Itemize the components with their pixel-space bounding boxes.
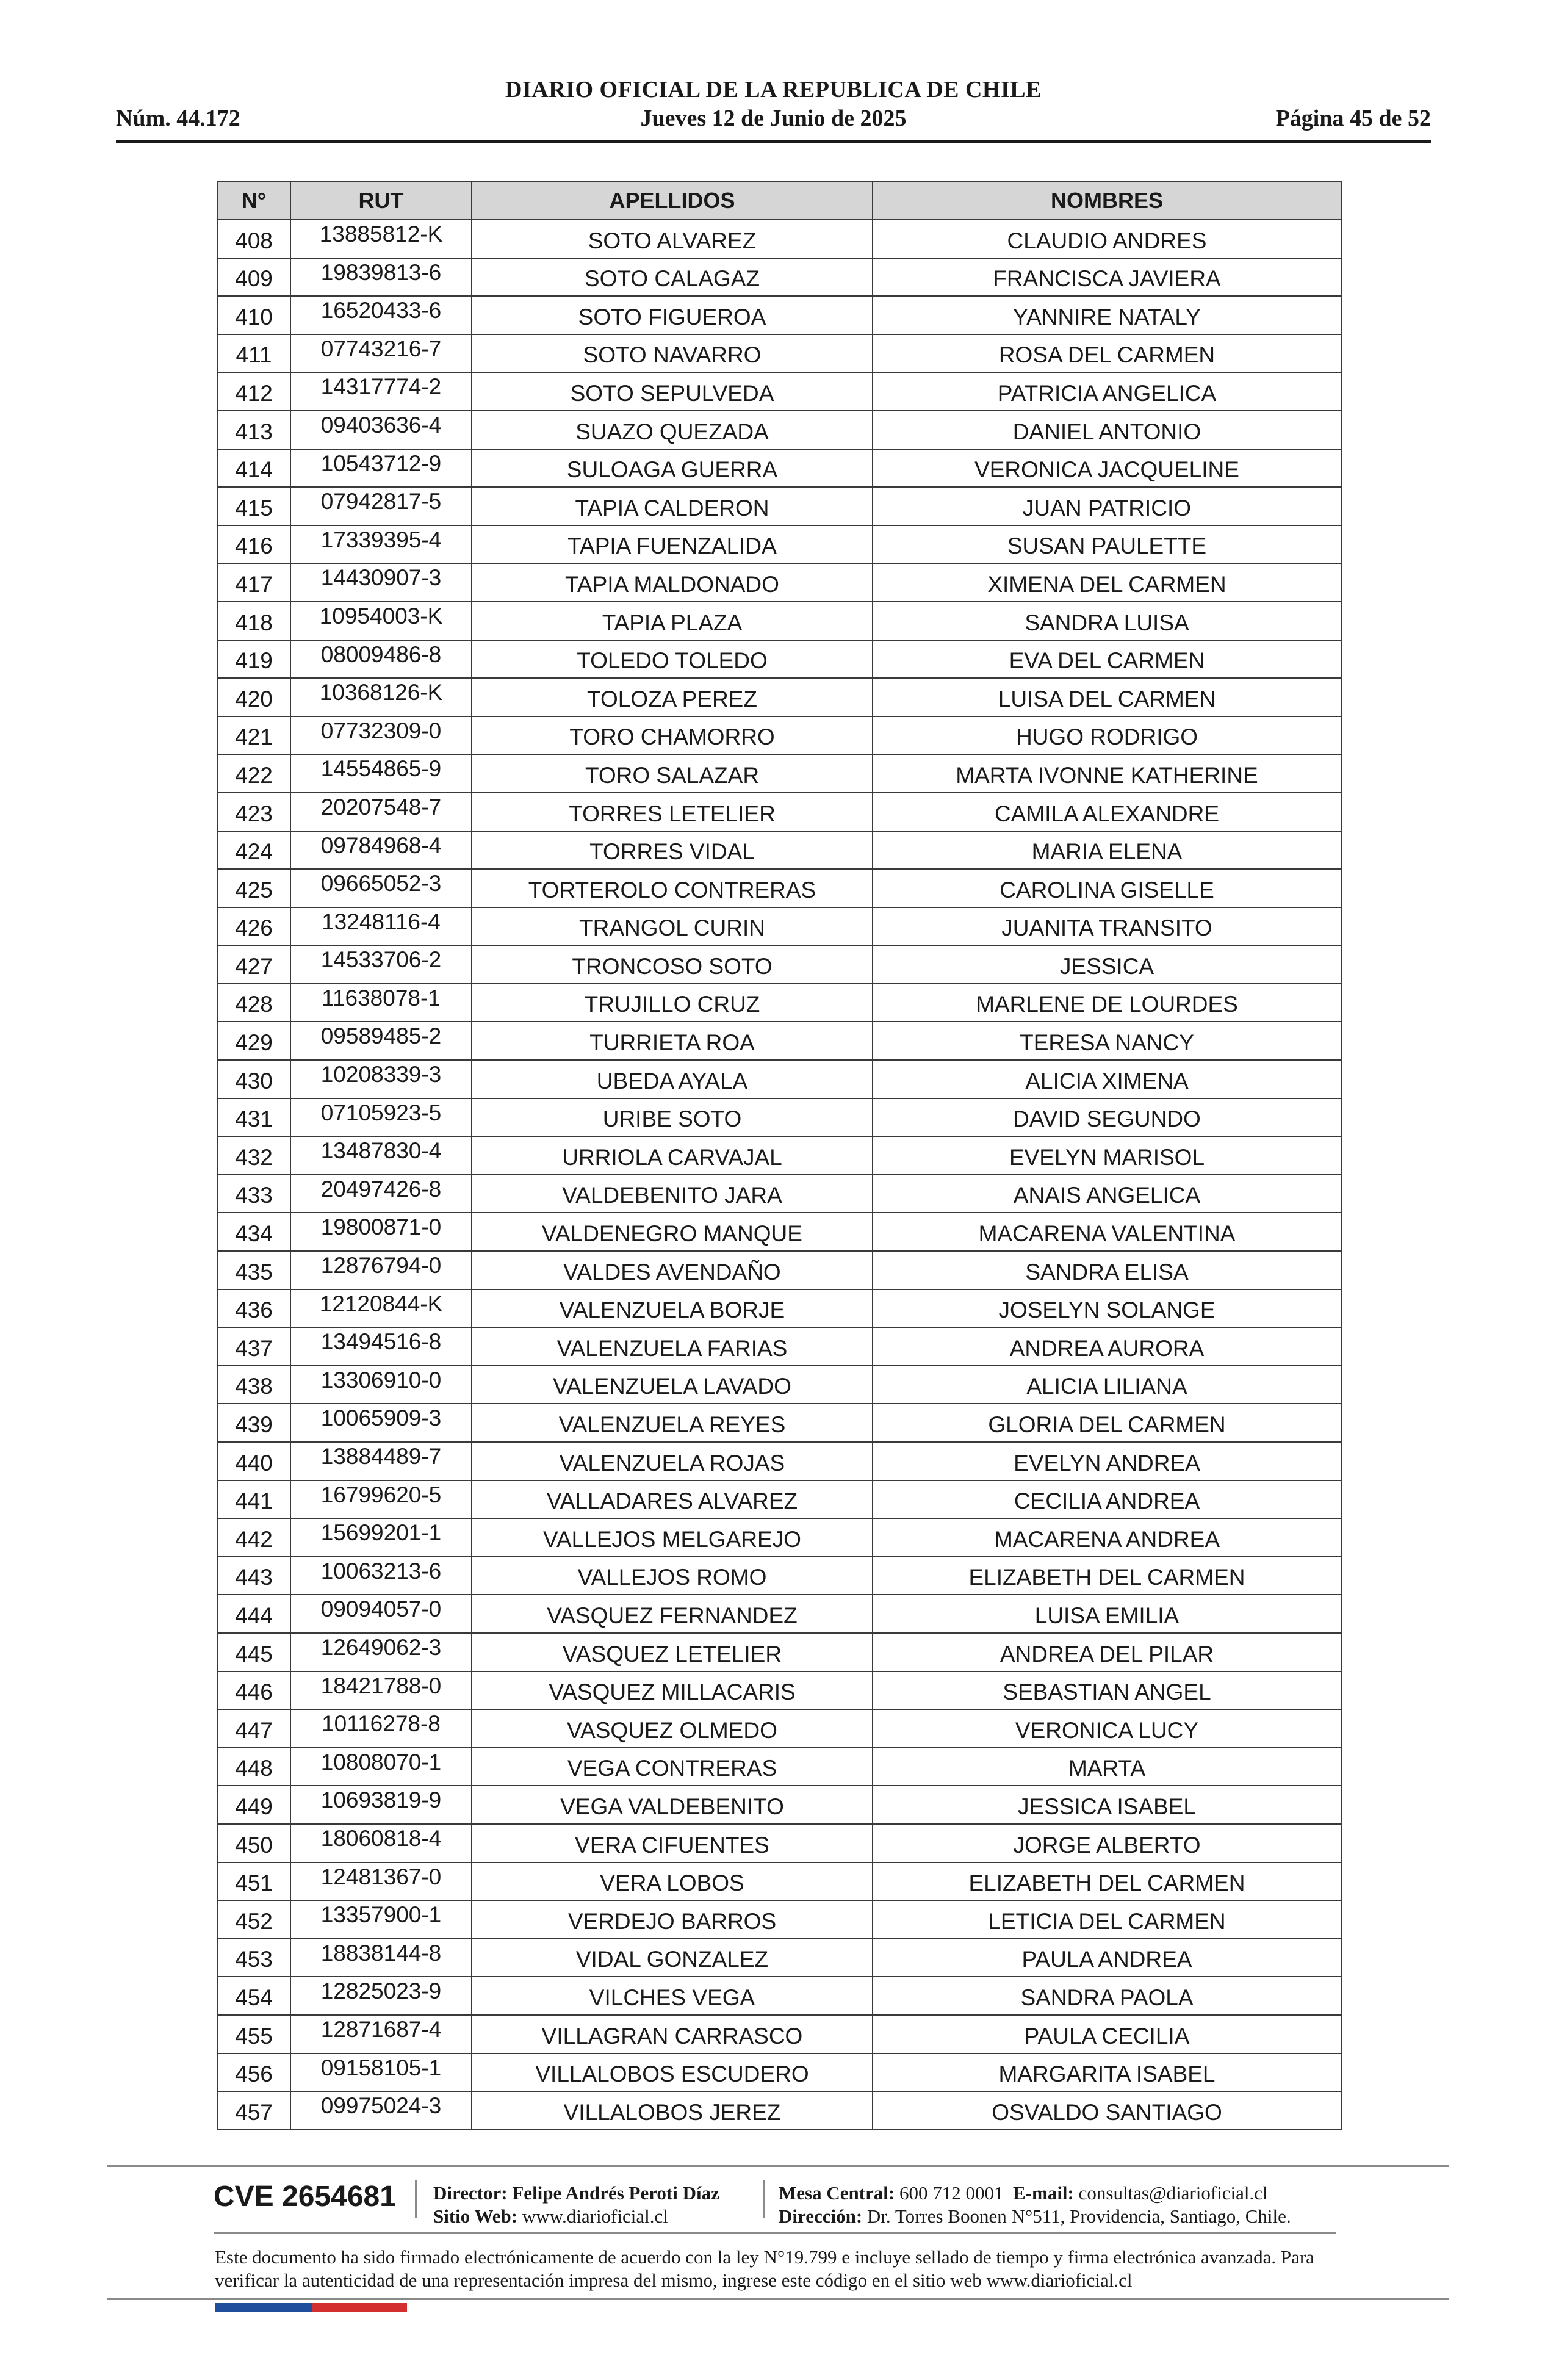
cell-number: 417 [217, 563, 290, 602]
cell-number: 456 [217, 2054, 290, 2092]
cell-surnames: VASQUEZ FERNANDEZ [472, 1595, 873, 1633]
cell-surnames: TAPIA CALDERON [472, 487, 873, 525]
cell-surnames: VALLEJOS ROMO [472, 1557, 873, 1595]
cell-surnames: TAPIA MALDONADO [472, 563, 873, 602]
table-row [217, 296, 1341, 334]
cell-number: 453 [217, 1939, 290, 1977]
cell-number: 443 [217, 1557, 290, 1595]
cell-number: 440 [217, 1442, 290, 1480]
table-row [217, 2015, 1341, 2054]
cell-number: 447 [217, 1709, 290, 1748]
cell-rut: 07732309-0 [290, 716, 472, 755]
cell-number: 411 [217, 334, 290, 373]
cell-names: CECILIA ANDREA [873, 1480, 1341, 1519]
cell-names: ALICIA XIMENA [873, 1060, 1341, 1098]
table-row [217, 2054, 1341, 2092]
cell-rut: 10368126-K [290, 678, 472, 716]
cell-surnames: VALENZUELA REYES [472, 1404, 873, 1442]
table-row [217, 1213, 1341, 1251]
table-row [217, 1671, 1341, 1710]
page-number: Página 45 de 52 [1275, 106, 1431, 131]
cell-surnames: TORRES LETELIER [472, 793, 873, 831]
cell-names: YANNIRE NATALY [873, 296, 1341, 334]
table-row [217, 220, 1341, 258]
cell-names: PAULA ANDREA [873, 1939, 1341, 1977]
cell-names: PATRICIA ANGELICA [873, 372, 1341, 411]
table-row [217, 2091, 1341, 2130]
cell-number: 420 [217, 678, 290, 716]
cell-surnames: SOTO NAVARRO [472, 334, 873, 373]
cell-number: 452 [217, 1900, 290, 1939]
cell-rut: 09589485-2 [290, 1022, 472, 1060]
table-row [217, 1518, 1341, 1557]
table-row [217, 1022, 1341, 1060]
cell-number: 414 [217, 449, 290, 488]
cell-surnames: TRONCOSO SOTO [472, 945, 873, 984]
cell-rut: 11638078-1 [290, 984, 472, 1022]
table-row [217, 1595, 1341, 1633]
cell-names: DANIEL ANTONIO [873, 411, 1341, 449]
header-divider [116, 140, 1431, 143]
issue-number: Núm. 44.172 [116, 106, 240, 131]
cell-rut: 07743216-7 [290, 334, 472, 373]
cell-names: MACARENA ANDREA [873, 1518, 1341, 1557]
cell-rut: 13357900-1 [290, 1900, 472, 1939]
mesa-label: Mesa Central: [779, 2182, 895, 2204]
cell-surnames: TURRIETA ROA [472, 1022, 873, 1060]
cell-rut: 12871687-4 [290, 2015, 472, 2054]
cell-surnames: TRUJILLO CRUZ [472, 984, 873, 1022]
cell-rut: 14317774-2 [290, 372, 472, 411]
cell-rut: 18060818-4 [290, 1824, 472, 1863]
cell-names: VERONICA JACQUELINE [873, 449, 1341, 488]
cell-number: 427 [217, 945, 290, 984]
cell-names: EVELYN ANDREA [873, 1442, 1341, 1480]
table-header-row [217, 181, 1341, 220]
address-label: Dirección: [779, 2205, 863, 2227]
table-row [217, 640, 1341, 679]
cell-names: JOSELYN SOLANGE [873, 1289, 1341, 1328]
table-row [217, 945, 1341, 984]
cell-rut: 19800871-0 [290, 1213, 472, 1251]
cell-names: MARIA ELENA [873, 831, 1341, 870]
cell-surnames: TORTEROLO CONTRERAS [472, 869, 873, 907]
cell-number: 425 [217, 869, 290, 907]
cell-number: 410 [217, 296, 290, 334]
table-row [217, 907, 1341, 946]
cell-surnames: VERA LOBOS [472, 1863, 873, 1901]
cell-names: VERONICA LUCY [873, 1709, 1341, 1748]
cell-rut: 09158105-1 [290, 2054, 472, 2092]
table-row [217, 1824, 1341, 1863]
cell-number: 435 [217, 1251, 290, 1289]
website-link[interactable]: www.diarioficial.cl [522, 2205, 668, 2227]
cell-names: ELIZABETH DEL CARMEN [873, 1863, 1341, 1901]
cell-rut: 09094057-0 [290, 1595, 472, 1633]
cell-names: GLORIA DEL CARMEN [873, 1404, 1341, 1442]
cell-rut: 15699201-1 [290, 1518, 472, 1557]
cell-names: SANDRA LUISA [873, 602, 1341, 640]
names-table [217, 181, 1342, 2130]
table-row [217, 1327, 1341, 1366]
email-link[interactable]: consultas@diarioficial.cl [1078, 2182, 1268, 2204]
cell-surnames: TAPIA FUENZALIDA [472, 525, 873, 564]
cell-names: CLAUDIO ANDRES [873, 220, 1341, 258]
cell-rut: 18838144-8 [290, 1939, 472, 1977]
director-label: Director: [433, 2182, 508, 2204]
cell-number: 413 [217, 411, 290, 449]
table-row [217, 1748, 1341, 1786]
table-body [217, 220, 1341, 2130]
table-row [217, 1709, 1341, 1748]
cell-rut: 18421788-0 [290, 1671, 472, 1710]
cell-surnames: VASQUEZ MILLACARIS [472, 1671, 873, 1710]
cell-names: LETICIA DEL CARMEN [873, 1900, 1341, 1939]
table-row [217, 1557, 1341, 1595]
cell-rut: 09665052-3 [290, 869, 472, 907]
table-row [217, 449, 1341, 488]
cell-number: 426 [217, 907, 290, 946]
cell-surnames: VALENZUELA FARIAS [472, 1327, 873, 1366]
cell-surnames: VILLALOBOS ESCUDERO [472, 2054, 873, 2092]
cell-rut: 20207548-7 [290, 793, 472, 831]
table-row [217, 793, 1341, 831]
table-row [217, 602, 1341, 640]
cell-names: JESSICA ISABEL [873, 1786, 1341, 1824]
cell-number: 454 [217, 1977, 290, 2015]
cell-surnames: TRANGOL CURIN [472, 907, 873, 946]
cell-surnames: SOTO FIGUEROA [472, 296, 873, 334]
cell-names: SANDRA PAOLA [873, 1977, 1341, 2015]
cell-rut: 08009486-8 [290, 640, 472, 679]
cell-names: MARGARITA ISABEL [873, 2054, 1341, 2092]
cell-rut: 13885812-K [290, 220, 472, 258]
cell-number: 455 [217, 2015, 290, 2054]
cell-number: 449 [217, 1786, 290, 1824]
cell-surnames: VIDAL GONZALEZ [472, 1939, 873, 1977]
cell-surnames: VILCHES VEGA [472, 1977, 873, 2015]
cell-rut: 10063213-6 [290, 1557, 472, 1595]
table-row [217, 334, 1341, 373]
cell-surnames: VALENZUELA LAVADO [472, 1366, 873, 1404]
cell-surnames: VERDEJO BARROS [472, 1900, 873, 1939]
cell-rut: 09975024-3 [290, 2091, 472, 2130]
table-row [217, 1098, 1341, 1137]
cell-names: JESSICA [873, 945, 1341, 984]
table-row [217, 525, 1341, 564]
cell-number: 428 [217, 984, 290, 1022]
column-header-rut: RUT [290, 181, 472, 220]
cell-surnames: SOTO SEPULVEDA [472, 372, 873, 411]
cell-surnames: URRIOLA CARVAJAL [472, 1136, 873, 1175]
cell-number: 444 [217, 1595, 290, 1633]
cell-number: 432 [217, 1136, 290, 1175]
cell-names: ALICIA LILIANA [873, 1366, 1341, 1404]
cell-number: 423 [217, 793, 290, 831]
cell-names: SEBASTIAN ANGEL [873, 1671, 1341, 1710]
cell-rut: 07105923-5 [290, 1098, 472, 1137]
cell-rut: 13494516-8 [290, 1327, 472, 1366]
cell-rut: 07942817-5 [290, 487, 472, 525]
cell-surnames: SOTO ALVAREZ [472, 220, 873, 258]
table-row [217, 1977, 1341, 2015]
cell-number: 415 [217, 487, 290, 525]
cell-surnames: TORO SALAZAR [472, 754, 873, 793]
cell-names: EVA DEL CARMEN [873, 640, 1341, 679]
cell-rut: 16799620-5 [290, 1480, 472, 1519]
cell-number: 448 [217, 1748, 290, 1786]
cell-rut: 19839813-6 [290, 258, 472, 297]
director-name: Felipe Andrés Peroti Díaz [512, 2182, 719, 2204]
cell-names: CAMILA ALEXANDRE [873, 793, 1341, 831]
cell-surnames: VEGA CONTRERAS [472, 1748, 873, 1786]
cve-code: CVE 2654681 [214, 2180, 396, 2213]
footer-director-block [433, 2182, 719, 2228]
cell-number: 408 [217, 220, 290, 258]
cell-rut: 13306910-0 [290, 1366, 472, 1404]
cell-rut: 10954003-K [290, 602, 472, 640]
cell-rut: 10065909-3 [290, 1404, 472, 1442]
cell-number: 412 [217, 372, 290, 411]
cell-names: ANDREA DEL PILAR [873, 1633, 1341, 1671]
cell-rut: 09403636-4 [290, 411, 472, 449]
cell-names: MARTA IVONNE KATHERINE [873, 754, 1341, 793]
cell-names: SANDRA ELISA [873, 1251, 1341, 1289]
cell-names: MARTA [873, 1748, 1341, 1786]
cell-number: 438 [217, 1366, 290, 1404]
table-row [217, 1442, 1341, 1480]
cell-rut: 13248116-4 [290, 907, 472, 946]
cell-names: OSVALDO SANTIAGO [873, 2091, 1341, 2130]
cell-number: 446 [217, 1671, 290, 1710]
cell-surnames: VALENZUELA ROJAS [472, 1442, 873, 1480]
cell-names: PAULA CECILIA [873, 2015, 1341, 2054]
cell-number: 441 [217, 1480, 290, 1519]
issue-date: Jueves 12 de Junio de 2025 [640, 106, 907, 131]
cell-rut: 12649062-3 [290, 1633, 472, 1671]
cell-number: 445 [217, 1633, 290, 1671]
cell-rut: 13884489-7 [290, 1442, 472, 1480]
cell-rut: 12481367-0 [290, 1863, 472, 1901]
cell-rut: 20497426-8 [290, 1175, 472, 1213]
cell-names: MACARENA VALENTINA [873, 1213, 1341, 1251]
page-header [116, 76, 1431, 146]
cell-number: 439 [217, 1404, 290, 1442]
cell-surnames: VERA CIFUENTES [472, 1824, 873, 1863]
table-row [217, 411, 1341, 449]
cell-names: ELIZABETH DEL CARMEN [873, 1557, 1341, 1595]
cell-surnames: TORRES VIDAL [472, 831, 873, 870]
flag-stripe-red [312, 2303, 407, 2312]
column-header-surnames: APELLIDOS [472, 181, 873, 220]
cell-number: 436 [217, 1289, 290, 1328]
cell-rut: 14554865-9 [290, 754, 472, 793]
cell-names: LUISA DEL CARMEN [873, 678, 1341, 716]
column-header-number: N° [217, 181, 290, 220]
table-row [217, 984, 1341, 1022]
cell-rut: 10543712-9 [290, 449, 472, 488]
cell-rut: 14533706-2 [290, 945, 472, 984]
cell-rut: 12825023-9 [290, 1977, 472, 2015]
mesa-phone: 600 712 0001 [899, 2182, 1004, 2204]
cell-number: 457 [217, 2091, 290, 2130]
cell-names: ROSA DEL CARMEN [873, 334, 1341, 373]
cell-number: 424 [217, 831, 290, 870]
table-row [217, 1175, 1341, 1213]
cell-surnames: VALLADARES ALVAREZ [472, 1480, 873, 1519]
table-row [217, 869, 1341, 907]
cell-surnames: VILLALOBOS JEREZ [472, 2091, 873, 2130]
column-header-names: NOMBRES [873, 181, 1341, 220]
footer-separator [415, 2180, 417, 2218]
table-row [217, 1863, 1341, 1901]
cell-number: 433 [217, 1175, 290, 1213]
table-row [217, 372, 1341, 411]
table-row [217, 1786, 1341, 1824]
cell-names: LUISA EMILIA [873, 1595, 1341, 1633]
footer-separator [763, 2180, 765, 2218]
cell-names: CAROLINA GISELLE [873, 869, 1341, 907]
cell-names: TERESA NANCY [873, 1022, 1341, 1060]
cell-surnames: TAPIA PLAZA [472, 602, 873, 640]
cell-rut: 13487830-4 [290, 1136, 472, 1175]
cell-number: 434 [217, 1213, 290, 1251]
cell-names: MARLENE DE LOURDES [873, 984, 1341, 1022]
footer-contact-block [779, 2182, 1291, 2228]
cell-surnames: TORO CHAMORRO [472, 716, 873, 755]
website-label: Sitio Web: [433, 2205, 518, 2227]
cell-surnames: VASQUEZ OLMEDO [472, 1709, 873, 1748]
cell-surnames: URIBE SOTO [472, 1098, 873, 1137]
cell-number: 429 [217, 1022, 290, 1060]
cell-names: JUANITA TRANSITO [873, 907, 1341, 946]
cell-rut: 16520433-6 [290, 296, 472, 334]
cell-number: 409 [217, 258, 290, 297]
cell-rut: 17339395-4 [290, 525, 472, 564]
cell-rut: 10208339-3 [290, 1060, 472, 1098]
cell-number: 442 [217, 1518, 290, 1557]
table-row [217, 1289, 1341, 1328]
footer-divider [107, 2298, 1449, 2300]
cell-surnames: SULOAGA GUERRA [472, 449, 873, 488]
cell-surnames: VASQUEZ LETELIER [472, 1633, 873, 1671]
legal-notice: Este documento ha sido firmado electrónicamente de acuerdo con la ley N°19.799 e incluye sellado de tiempo y firma electrónica avanzada. Para verificar la autenticidad de una representación impresa del mismo, ingrese este código en el sitio web www.diarioficial.cl [215, 2246, 1314, 2291]
cell-names: ANAIS ANGELICA [873, 1175, 1341, 1213]
cell-names: DAVID SEGUNDO [873, 1098, 1341, 1137]
cell-names: SUSAN PAULETTE [873, 525, 1341, 564]
cell-names: EVELYN MARISOL [873, 1136, 1341, 1175]
publication-title: DIARIO OFICIAL DE LA REPUBLICA DE CHILE [505, 77, 1042, 103]
table-row [217, 1633, 1341, 1671]
cell-number: 451 [217, 1863, 290, 1901]
cell-surnames: SUAZO QUEZADA [472, 411, 873, 449]
table-row [217, 1251, 1341, 1289]
table-row [217, 1136, 1341, 1175]
address-text: Dr. Torres Boonen N°511, Providencia, Santiago, Chile. [866, 2205, 1291, 2227]
table-row [217, 1480, 1341, 1519]
table-row [217, 258, 1341, 297]
cell-names: XIMENA DEL CARMEN [873, 563, 1341, 602]
flag-stripe-blue [215, 2303, 312, 2312]
cell-names: ANDREA AURORA [873, 1327, 1341, 1366]
table-row [217, 1939, 1341, 1977]
cell-number: 419 [217, 640, 290, 679]
cell-number: 450 [217, 1824, 290, 1863]
table-row [217, 563, 1341, 602]
footer-divider [107, 2165, 1449, 2167]
cell-rut: 10808070-1 [290, 1748, 472, 1786]
cell-rut: 12120844-K [290, 1289, 472, 1328]
cell-rut: 10693819-9 [290, 1786, 472, 1824]
cell-names: JUAN PATRICIO [873, 487, 1341, 525]
table-row [217, 754, 1341, 793]
cell-number: 437 [217, 1327, 290, 1366]
table-row [217, 678, 1341, 716]
cell-surnames: VALDENEGRO MANQUE [472, 1213, 873, 1251]
cell-rut: 14430907-3 [290, 563, 472, 602]
email-label: E-mail: [1013, 2182, 1074, 2204]
cell-surnames: TOLEDO TOLEDO [472, 640, 873, 679]
table-row [217, 1900, 1341, 1939]
cell-names: FRANCISCA JAVIERA [873, 258, 1341, 297]
table-row [217, 716, 1341, 755]
table-row [217, 1366, 1341, 1404]
cell-surnames: VALDES AVENDAÑO [472, 1251, 873, 1289]
table-row [217, 1404, 1341, 1442]
cell-rut: 12876794-0 [290, 1251, 472, 1289]
table-row [217, 1060, 1341, 1098]
cell-names: JORGE ALBERTO [873, 1824, 1341, 1863]
cell-number: 418 [217, 602, 290, 640]
cell-surnames: TOLOZA PEREZ [472, 678, 873, 716]
cell-number: 416 [217, 525, 290, 564]
table-row [217, 487, 1341, 525]
cell-number: 430 [217, 1060, 290, 1098]
table-row [217, 831, 1341, 870]
footer-divider [214, 2232, 1336, 2234]
cell-surnames: VALLEJOS MELGAREJO [472, 1518, 873, 1557]
cell-number: 431 [217, 1098, 290, 1137]
cell-number: 421 [217, 716, 290, 755]
cell-rut: 10116278-8 [290, 1709, 472, 1748]
cell-surnames: UBEDA AYALA [472, 1060, 873, 1098]
cell-surnames: VEGA VALDEBENITO [472, 1786, 873, 1824]
cell-surnames: VALENZUELA BORJE [472, 1289, 873, 1328]
cell-rut: 09784968-4 [290, 831, 472, 870]
cell-surnames: SOTO CALAGAZ [472, 258, 873, 297]
cell-number: 422 [217, 754, 290, 793]
cell-surnames: VILLAGRAN CARRASCO [472, 2015, 873, 2054]
cell-surnames: VALDEBENITO JARA [472, 1175, 873, 1213]
cell-names: HUGO RODRIGO [873, 716, 1341, 755]
